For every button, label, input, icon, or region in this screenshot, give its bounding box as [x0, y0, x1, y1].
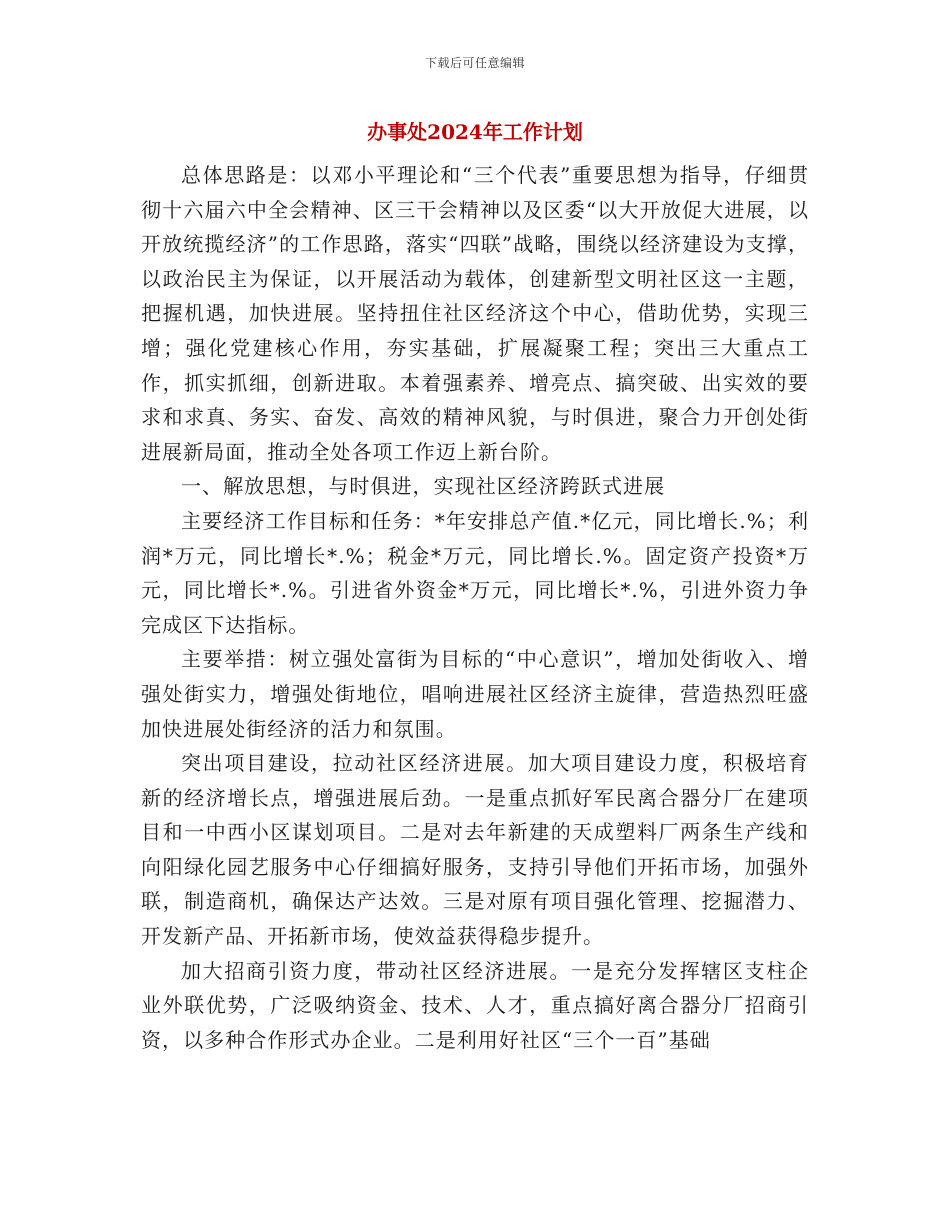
paragraph-main-measures: 主要举措：树立强处富街为目标的“中心意识”，增加处街收入、增强处街实力，增强处街地位，唱响进展社区经济主旋律，营造热烈旺盛加快进展处街经济的活力和氛围。: [141, 647, 809, 741]
paragraph-investment-attraction: 加大招商引资力度，带动社区经济进展。一是充分发挥辖区支柱企业外联优势，广泛吸纳资金、技术、人才，重点搞好离合器分厂招商引资，以多种合作形式办企业。二是利用好社区“三个一百”基础: [141, 958, 809, 1052]
document-title: 办事处2024年工作计划: [367, 120, 583, 144]
paragraph-overall-approach: 总体思路是：以邓小平理论和“三个代表”重要思想为指导，仔细贯彻十六届六中全会精神、区三干会精神以及区委“以大开放促大进展，以开放统揽经济”的工作思路，落实“四联”战略，围绕以经济建设为支撑，以政治民主为保证，以开展活动为载体，创建新型文明社区这一主题，把握机遇，加快进展。坚持扭住社区经济这个中心，借助优势，实现三增；强化党建核心作用，夯实基础，扩展凝聚工程；突出三大重点工作，抓实抓细，创新进取。本着强素养、增亮点、搞突破、出实效的要求和求真、务实、奋发、高效的精神风貌，与时俱进，聚合力开创处街进展新局面，推动全处各项工作迈上新台阶。: [141, 163, 809, 464]
paragraph-economic-targets: 主要经济工作目标和任务：*年安排总产值.*亿元，同比增长.%；利润*万元，同比增长*.%；税金*万元，同比增长.%。固定资产投资*万元，同比增长*.%。引进省外资金*万元，同比增长*.%，引进外资力争完成区下达指标。: [141, 508, 809, 637]
header-note: 下载后可任意编辑: [424, 56, 525, 70]
section-heading-1: 一、解放思想，与时俱进，实现社区经济跨跃式进展: [181, 474, 666, 499]
document-body: [141, 158, 809, 1057]
paragraph-project-construction: 突出项目建设，拉动社区经济进展。加大项目建设力度，积极培育新的经济增长点，增强进展后劲。一是重点抓好军民离合器分厂在建项目和一中西小区谋划项目。二是对去年新建的天成塑料厂两条生产线和向阳绿化园艺服务中心仔细搞好服务，支持引导他们开拓市场，加强外联，制造商机，确保达产达效。三是对原有项目强化管理、挖掘潜力、开发新产品、开拓新市场，使效益获得稳步提升。: [141, 751, 809, 949]
